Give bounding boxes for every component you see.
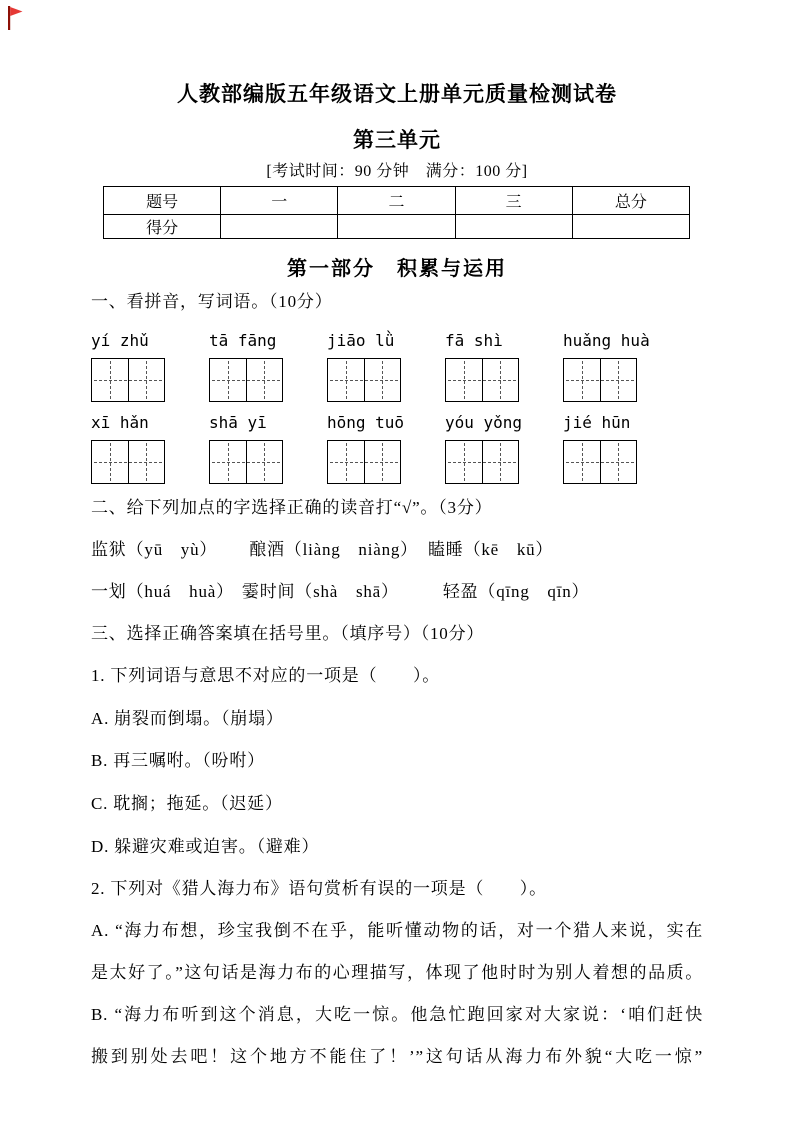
pinyin-label: jiāo lǜ bbox=[327, 331, 395, 350]
pinyin-label: yóu yǒng bbox=[445, 413, 523, 432]
score-empty-cell bbox=[221, 215, 338, 239]
score-header-cell: 二 bbox=[338, 187, 455, 215]
score-empty-cell bbox=[338, 215, 455, 239]
unit-subtitle: 第三单元 bbox=[353, 129, 441, 152]
score-table bbox=[103, 186, 690, 239]
grid-cell bbox=[365, 359, 401, 401]
grid-cell bbox=[483, 359, 519, 401]
grid-cell bbox=[365, 441, 401, 483]
grid-cell bbox=[564, 359, 601, 401]
question2-option-b-line2: 搬到别处去吧！这个地方不能住了！’”这句话从海力布外貌“大吃一惊” bbox=[91, 1047, 703, 1066]
writing-grid bbox=[91, 358, 165, 402]
grid-cell bbox=[129, 359, 165, 401]
writing-grid bbox=[445, 358, 519, 402]
pinyin-word-group bbox=[209, 331, 327, 402]
grid-cell bbox=[210, 441, 247, 483]
grid-cell bbox=[129, 441, 165, 483]
grid-cell bbox=[601, 441, 637, 483]
writing-grid bbox=[209, 440, 283, 484]
question1-option-b: B. 再三嘱咐。（吩咐） bbox=[91, 751, 265, 770]
pinyin-label: huǎng huà bbox=[563, 331, 650, 350]
question2-option-a-line2: 是太好了。”这句话是海力布的心理描写，体现了他时时为别人着想的品质。 bbox=[91, 963, 703, 982]
grid-cell bbox=[247, 441, 283, 483]
score-empty-cell bbox=[572, 215, 689, 239]
pinyin-word-group bbox=[209, 413, 327, 484]
pinyin-label: shā yī bbox=[209, 413, 267, 432]
pinyin-word-group bbox=[445, 413, 563, 484]
pinyin-word-group bbox=[563, 331, 681, 402]
section3-title: 三、选择正确答案填在括号里。（填序号）（10分） bbox=[91, 624, 485, 643]
pinyin-label: tā fāng bbox=[209, 331, 277, 350]
question2-option-a-line1: A. “海力布想，珍宝我倒不在乎，能听懂动物的话，对一个猎人来说，实在 bbox=[91, 921, 703, 940]
red-flag-icon bbox=[5, 4, 25, 32]
grid-cell bbox=[210, 359, 247, 401]
pinyin-word-group bbox=[445, 331, 563, 402]
pronunciation-item: 监狱（yū yù） bbox=[91, 540, 218, 559]
pronunciation-item: 轻盈（qīng qīn） bbox=[442, 582, 590, 601]
writing-grid bbox=[327, 358, 401, 402]
pinyin-word-group bbox=[91, 413, 209, 484]
writing-grid bbox=[563, 440, 637, 484]
writing-grid bbox=[563, 358, 637, 402]
part1-heading: 第一部分 积累与运用 bbox=[287, 258, 507, 280]
section1-title: 一、看拼音，写词语。（10分） bbox=[91, 292, 333, 311]
grid-cell bbox=[247, 359, 283, 401]
score-header-cell: 三 bbox=[455, 187, 572, 215]
section2-title: 二、给下列加点的字选择正确的读音打“√”。（3分） bbox=[91, 498, 493, 517]
page-title: 人教部编版五年级语文上册单元质量检测试卷 bbox=[177, 83, 617, 106]
grid-cell bbox=[446, 441, 483, 483]
score-value-row bbox=[104, 215, 690, 239]
writing-grid bbox=[445, 440, 519, 484]
pinyin-label: fā shì bbox=[445, 331, 503, 350]
score-header-cell: 一 bbox=[221, 187, 338, 215]
pronunciation-choice-row bbox=[91, 539, 703, 561]
pinyin-label: hōng tuō bbox=[327, 413, 405, 432]
pronunciation-item: 一划（huá huà） bbox=[91, 582, 234, 601]
pronunciation-item: 瞌睡（kē kū） bbox=[427, 540, 554, 559]
pinyin-word-group bbox=[91, 331, 209, 402]
question1-stem: 1. 下列词语与意思不对应的一项是（ ）。 bbox=[91, 666, 441, 685]
grid-cell bbox=[564, 441, 601, 483]
grid-cell bbox=[92, 359, 129, 401]
writing-grid bbox=[91, 440, 165, 484]
score-header-cell: 总分 bbox=[572, 187, 689, 215]
pinyin-label: yí zhǔ bbox=[91, 331, 149, 350]
grid-cell bbox=[328, 441, 365, 483]
score-header-cell: 题号 bbox=[104, 187, 221, 215]
score-header-row bbox=[104, 187, 690, 215]
grid-cell bbox=[601, 359, 637, 401]
pinyin-grid-row bbox=[91, 331, 703, 402]
pinyin-grid-row bbox=[91, 413, 703, 484]
question1-option-a: A. 崩裂而倒塌。（崩塌） bbox=[91, 709, 284, 728]
grid-cell bbox=[446, 359, 483, 401]
score-row-label: 得分 bbox=[104, 215, 221, 239]
exam-info: [考试时间：90 分钟 满分：100 分] bbox=[266, 163, 528, 180]
writing-grid bbox=[209, 358, 283, 402]
pinyin-word-group bbox=[563, 413, 681, 484]
score-empty-cell bbox=[455, 215, 572, 239]
pronunciation-item: 霎时间（shà shā） bbox=[241, 582, 399, 601]
pinyin-word-group bbox=[327, 331, 445, 402]
question1-option-d: D. 躲避灾难或迫害。（避难） bbox=[91, 837, 320, 856]
grid-cell bbox=[92, 441, 129, 483]
pinyin-label: jié hūn bbox=[563, 413, 631, 432]
question2-option-b-line1: B. “海力布听到这个消息，大吃一惊。他急忙跑回家对大家说：‘咱们赶快 bbox=[91, 1005, 703, 1024]
writing-grid bbox=[327, 440, 401, 484]
pronunciation-choice-row bbox=[91, 581, 703, 603]
pronunciation-item: 酿酒（liàng niàng） bbox=[249, 540, 418, 559]
question1-option-c: C. 耽搁；拖延。（迟延） bbox=[91, 794, 283, 813]
pinyin-word-group bbox=[327, 413, 445, 484]
grid-cell bbox=[483, 441, 519, 483]
question2-stem: 2. 下列对《猎人海力布》语句赏析有误的一项是（ ）。 bbox=[91, 879, 547, 898]
grid-cell bbox=[328, 359, 365, 401]
pinyin-label: xī hǎn bbox=[91, 413, 149, 432]
